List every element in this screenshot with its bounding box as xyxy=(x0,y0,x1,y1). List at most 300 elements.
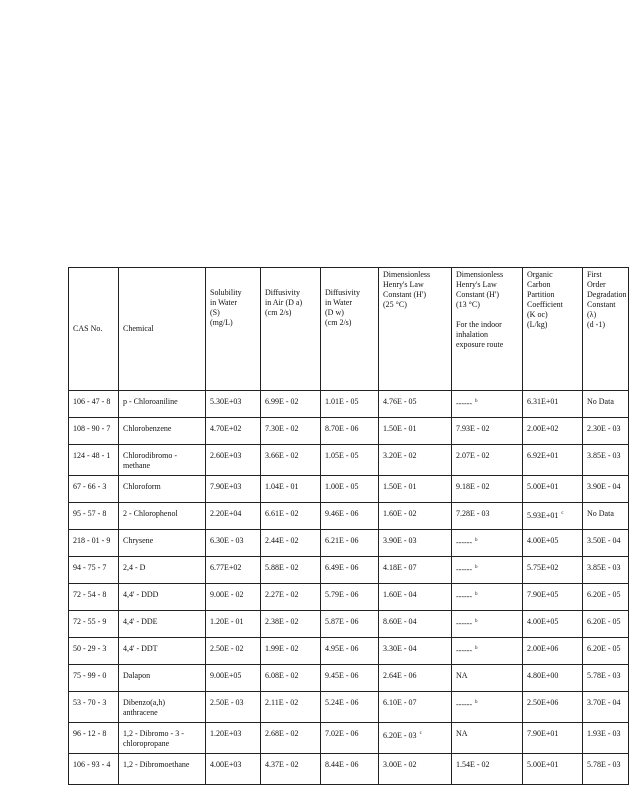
cell-koc xyxy=(523,723,583,754)
cell-degradation xyxy=(583,638,629,665)
footnote-marker: b xyxy=(474,619,478,624)
cell-henry-25c-value: 3.20E - 02 xyxy=(383,451,417,460)
cell-diffusivity-air xyxy=(261,754,321,785)
cell-henry-13c-value: ------ xyxy=(456,538,472,547)
cell-solubility-value: 2.50E - 03 xyxy=(210,698,244,707)
cell-koc xyxy=(523,665,583,692)
cell-henry-13c xyxy=(452,476,523,503)
chemical-properties-table-container xyxy=(68,267,627,769)
table-row xyxy=(69,584,629,611)
cell-chemical-value: 2,4 - D xyxy=(123,563,146,572)
cell-degradation-value: 3.90E - 04 xyxy=(587,482,621,491)
cell-solubility xyxy=(206,530,261,557)
cell-henry-25c-value: 2.64E - 06 xyxy=(383,671,417,680)
cell-henry-13c xyxy=(452,530,523,557)
cell-koc xyxy=(523,638,583,665)
cell-solubility xyxy=(206,445,261,476)
cell-diffusivity-air xyxy=(261,418,321,445)
cell-solubility-value: 6.77E+02 xyxy=(210,563,242,572)
table-row xyxy=(69,530,629,557)
cell-cas xyxy=(69,665,119,692)
cell-degradation-value: 3.85E - 03 xyxy=(587,563,621,572)
cell-degradation xyxy=(583,611,629,638)
cell-diffusivity-water xyxy=(321,391,379,418)
cell-henry-25c xyxy=(379,723,452,754)
header-deg-line: (d -1) xyxy=(587,320,605,329)
table-row xyxy=(69,754,629,785)
cell-koc-value: 7.90E+01 xyxy=(527,729,559,738)
cell-degradation-value: 2.30E - 03 xyxy=(587,424,621,433)
cell-chemical xyxy=(119,665,206,692)
cell-diffusivity-air xyxy=(261,476,321,503)
cell-degradation xyxy=(583,418,629,445)
cell-chemical xyxy=(119,638,206,665)
cell-solubility xyxy=(206,611,261,638)
header-koc-line: Organic xyxy=(527,270,553,279)
cell-diffusivity-water xyxy=(321,445,379,476)
cell-solubility xyxy=(206,418,261,445)
header-solubility-line: (S) xyxy=(210,308,220,317)
cell-diffusivity-water xyxy=(321,503,379,530)
cell-solubility-value: 1.20E+03 xyxy=(210,729,242,738)
cell-degradation xyxy=(583,665,629,692)
cell-cas-value: 218 - 01 - 9 xyxy=(73,536,111,545)
cell-henry-13c-value: 9.18E - 02 xyxy=(456,482,490,491)
cell-henry-25c-value: 3.30E - 04 xyxy=(383,644,417,653)
cell-diffusivity-water xyxy=(321,530,379,557)
table-row xyxy=(69,418,629,445)
cell-cas-value: 108 - 90 - 7 xyxy=(73,424,111,433)
header-diff-air-line: Diffusivity xyxy=(265,288,300,297)
header-degradation xyxy=(583,268,629,391)
header-deg-line: (λ) xyxy=(587,310,597,319)
cell-chemical-value: Chrysene xyxy=(123,536,154,545)
cell-cas xyxy=(69,754,119,785)
cell-degradation xyxy=(583,584,629,611)
cell-henry-13c xyxy=(452,557,523,584)
cell-cas-value: 75 - 99 - 0 xyxy=(73,671,107,680)
header-diffusivity-water xyxy=(321,268,379,391)
table-row xyxy=(69,723,629,754)
cell-koc-value: 4.80E+00 xyxy=(527,671,559,680)
cell-henry-25c xyxy=(379,611,452,638)
header-henry13-line: Constant (H') xyxy=(456,290,499,299)
cell-degradation xyxy=(583,476,629,503)
cell-henry-25c-value: 3.00E - 02 xyxy=(383,760,417,769)
cell-koc-value: 6.92E+01 xyxy=(527,451,559,460)
cell-solubility-value: 6.30E - 03 xyxy=(210,536,244,545)
cell-diffusivity-water xyxy=(321,557,379,584)
cell-henry-13c xyxy=(452,418,523,445)
cell-koc xyxy=(523,530,583,557)
footnote-marker: b xyxy=(474,538,478,543)
cell-chemical-value: 4,4' - DDD xyxy=(123,590,159,599)
header-solubility xyxy=(206,268,261,391)
cell-diffusivity-air-value: 2.38E - 02 xyxy=(265,617,299,626)
footnote-marker: c xyxy=(419,731,422,736)
header-koc-line: Carbon xyxy=(527,280,551,289)
cell-cas xyxy=(69,611,119,638)
cell-solubility-value: 9.00E+05 xyxy=(210,671,242,680)
cell-cas xyxy=(69,692,119,723)
cell-cas xyxy=(69,445,119,476)
cell-chemical xyxy=(119,692,206,723)
cell-solubility-value: 4.70E+02 xyxy=(210,424,242,433)
cell-henry-25c xyxy=(379,557,452,584)
cell-solubility xyxy=(206,557,261,584)
cell-diffusivity-air xyxy=(261,611,321,638)
header-diff-water-line: (cm 2/s) xyxy=(325,318,352,327)
header-deg-line: Constant xyxy=(587,300,616,309)
cell-cas-value: 53 - 70 - 3 xyxy=(73,698,107,707)
cell-solubility xyxy=(206,476,261,503)
cell-chemical xyxy=(119,557,206,584)
cell-degradation-value: No Data xyxy=(587,397,614,406)
cell-diffusivity-water-value: 5.87E - 06 xyxy=(325,617,359,626)
cell-solubility xyxy=(206,638,261,665)
cell-diffusivity-air xyxy=(261,445,321,476)
cell-solubility xyxy=(206,503,261,530)
cell-diffusivity-water-value: 4.95E - 06 xyxy=(325,644,359,653)
footnote-marker: b xyxy=(474,646,478,651)
cell-henry-13c xyxy=(452,503,523,530)
cell-henry-13c xyxy=(452,445,523,476)
cell-solubility xyxy=(206,754,261,785)
cell-henry-25c-value: 4.18E - 07 xyxy=(383,563,417,572)
cell-henry-25c-value: 1.60E - 04 xyxy=(383,590,417,599)
cell-solubility xyxy=(206,665,261,692)
cell-diffusivity-water-value: 8.44E - 06 xyxy=(325,760,359,769)
cell-diffusivity-water-value: 9.45E - 06 xyxy=(325,671,359,680)
cell-diffusivity-air-value: 2.27E - 02 xyxy=(265,590,299,599)
header-henry25-line: (25 °C) xyxy=(383,300,407,309)
cell-diffusivity-air-value: 1.99E - 02 xyxy=(265,644,299,653)
cell-degradation-value: No Data xyxy=(587,509,614,518)
cell-degradation-value: 6.20E - 05 xyxy=(587,617,621,626)
cell-cas-value: 95 - 57 - 8 xyxy=(73,509,107,518)
footnote-marker: b xyxy=(474,399,478,404)
cell-degradation xyxy=(583,503,629,530)
cell-diffusivity-water xyxy=(321,665,379,692)
cell-koc xyxy=(523,557,583,584)
cell-henry-13c-value: 7.28E - 03 xyxy=(456,509,490,518)
table-row xyxy=(69,503,629,530)
cell-diffusivity-water-value: 8.70E - 06 xyxy=(325,424,359,433)
cell-solubility-value: 1.20E - 01 xyxy=(210,617,244,626)
cell-henry-25c xyxy=(379,391,452,418)
cell-cas xyxy=(69,723,119,754)
header-henry25-line: Henry's Law xyxy=(383,280,424,289)
header-koc-line: (L/kg) xyxy=(527,320,548,329)
header-solubility-line: in Water xyxy=(210,298,237,307)
cell-cas xyxy=(69,557,119,584)
cell-koc-value: 2.00E+02 xyxy=(527,424,559,433)
cell-diffusivity-air-value: 6.08E - 02 xyxy=(265,671,299,680)
cell-koc xyxy=(523,503,583,530)
cell-henry-13c-value: ------ xyxy=(456,646,472,655)
header-henry-13c xyxy=(452,268,523,391)
cell-solubility-value: 2.20E+04 xyxy=(210,509,242,518)
chemical-properties-table xyxy=(68,267,629,785)
cell-henry-25c xyxy=(379,445,452,476)
cell-diffusivity-water-value: 6.21E - 06 xyxy=(325,536,359,545)
cell-henry-13c-value: ------ xyxy=(456,565,472,574)
header-diff-air-line: in Air (D a) xyxy=(265,298,303,307)
cell-solubility xyxy=(206,391,261,418)
cell-koc xyxy=(523,754,583,785)
cell-koc-value: 4.00E+05 xyxy=(527,617,559,626)
header-deg-line: Degradation xyxy=(587,290,627,299)
cell-diffusivity-water xyxy=(321,754,379,785)
cell-chemical xyxy=(119,418,206,445)
cell-henry-25c xyxy=(379,584,452,611)
cell-diffusivity-air xyxy=(261,557,321,584)
cell-koc xyxy=(523,391,583,418)
cell-koc xyxy=(523,611,583,638)
cell-koc xyxy=(523,476,583,503)
cell-diffusivity-water-value: 6.49E - 06 xyxy=(325,563,359,572)
cell-henry-13c-value: ------ xyxy=(456,700,472,709)
header-solubility-line: (mg/L) xyxy=(210,318,233,327)
cell-diffusivity-water-value: 5.79E - 06 xyxy=(325,590,359,599)
header-henry13-note: For the indoor inhalation exposure route xyxy=(456,320,504,349)
cell-cas xyxy=(69,584,119,611)
cell-diffusivity-air-value: 2.68E - 02 xyxy=(265,729,299,738)
cell-henry-25c-value: 1.50E - 01 xyxy=(383,482,417,491)
cell-henry-13c-value: ------ xyxy=(456,619,472,628)
cell-solubility xyxy=(206,584,261,611)
cell-henry-25c-value: 4.76E - 05 xyxy=(383,397,417,406)
header-diff-water-line: in Water xyxy=(325,298,352,307)
cell-cas xyxy=(69,503,119,530)
cell-cas-value: 67 - 66 - 3 xyxy=(73,482,107,491)
cell-henry-25c xyxy=(379,418,452,445)
cell-diffusivity-air-value: 5.88E - 02 xyxy=(265,563,299,572)
cell-henry-13c xyxy=(452,611,523,638)
cell-degradation-value: 5.78E - 03 xyxy=(587,760,621,769)
cell-koc-value: 4.00E+05 xyxy=(527,536,559,545)
cell-cas-value: 106 - 47 - 8 xyxy=(73,397,111,406)
cell-chemical xyxy=(119,584,206,611)
header-koc xyxy=(523,268,583,391)
cell-chemical xyxy=(119,611,206,638)
cell-henry-25c-value: 3.90E - 03 xyxy=(383,536,417,545)
cell-henry-25c xyxy=(379,665,452,692)
cell-chemical xyxy=(119,723,206,754)
cell-cas xyxy=(69,418,119,445)
cell-chemical xyxy=(119,503,206,530)
header-diff-water-line: Diffusivity xyxy=(325,288,360,297)
cell-chemical-value: 2 - Chlorophenol xyxy=(123,509,178,518)
cell-cas-value: 106 - 93 - 4 xyxy=(73,760,111,769)
cell-koc-value: 2.50E+06 xyxy=(527,698,559,707)
cell-solubility xyxy=(206,692,261,723)
cell-henry-25c-value: 6.20E - 03 xyxy=(383,731,417,740)
header-koc-line: Partition xyxy=(527,290,555,299)
cell-diffusivity-water xyxy=(321,584,379,611)
cell-degradation-value: 3.85E - 03 xyxy=(587,451,621,460)
cell-degradation xyxy=(583,754,629,785)
cell-diffusivity-air-value: 2.44E - 02 xyxy=(265,536,299,545)
cell-chemical-value: Chlorodibromo - methane xyxy=(123,451,177,470)
cell-degradation-value: 5.78E - 03 xyxy=(587,671,621,680)
header-henry25-line: Constant (H') xyxy=(383,290,426,299)
header-koc-line: (K oc) xyxy=(527,310,548,319)
header-chemical: Chemical xyxy=(119,268,206,391)
cell-henry-25c xyxy=(379,754,452,785)
cell-koc-value: 5.00E+01 xyxy=(527,760,559,769)
cell-chemical-value: 1,2 - Dibromo - 3 - chloropropane xyxy=(123,729,184,748)
cell-henry-13c-value: 1.54E - 02 xyxy=(456,760,490,769)
cell-koc xyxy=(523,584,583,611)
cell-diffusivity-air-value: 3.66E - 02 xyxy=(265,451,299,460)
header-diff-water-line: (D w) xyxy=(325,308,344,317)
cell-chemical-value: Chloroform xyxy=(123,482,161,491)
cell-solubility xyxy=(206,723,261,754)
cell-cas xyxy=(69,530,119,557)
cell-diffusivity-water xyxy=(321,723,379,754)
header-cas: CAS No. xyxy=(69,268,119,391)
cell-henry-13c xyxy=(452,638,523,665)
cell-chemical-value: 4,4' - DDE xyxy=(123,617,158,626)
cell-solubility-value: 2.60E+03 xyxy=(210,451,242,460)
cell-koc xyxy=(523,692,583,723)
cell-diffusivity-air xyxy=(261,692,321,723)
cell-cas xyxy=(69,391,119,418)
cell-diffusivity-air-value: 2.11E - 02 xyxy=(265,698,299,707)
cell-diffusivity-air xyxy=(261,391,321,418)
cell-chemical-value: Dibenzo(a,h) anthracene xyxy=(123,698,165,717)
header-diff-air-line: (cm 2/s) xyxy=(265,308,292,317)
cell-cas-value: 72 - 54 - 8 xyxy=(73,590,107,599)
header-solubility-line: Solubility xyxy=(210,288,242,297)
cell-degradation-value: 3.70E - 04 xyxy=(587,698,621,707)
cell-henry-25c-value: 1.50E - 01 xyxy=(383,424,417,433)
cell-henry-13c xyxy=(452,723,523,754)
footnote-marker: b xyxy=(474,700,478,705)
cell-solubility-value: 4.00E+03 xyxy=(210,760,242,769)
cell-degradation-value: 3.50E - 04 xyxy=(587,536,621,545)
cell-koc xyxy=(523,418,583,445)
cell-chemical xyxy=(119,476,206,503)
cell-koc-value: 5.75E+02 xyxy=(527,563,559,572)
cell-degradation xyxy=(583,557,629,584)
cell-diffusivity-water xyxy=(321,418,379,445)
cell-koc-value: 5.93E+01 xyxy=(527,511,559,520)
cell-koc-value: 2.00E+06 xyxy=(527,644,559,653)
cell-cas-value: 96 - 12 - 8 xyxy=(73,729,107,738)
cell-solubility-value: 7.90E+03 xyxy=(210,482,242,491)
cell-cas xyxy=(69,476,119,503)
cell-diffusivity-air xyxy=(261,665,321,692)
cell-diffusivity-water-value: 1.05E - 05 xyxy=(325,451,359,460)
cell-koc-value: 7.90E+05 xyxy=(527,590,559,599)
cell-henry-25c xyxy=(379,692,452,723)
cell-cas xyxy=(69,638,119,665)
cell-chemical xyxy=(119,754,206,785)
cell-henry-25c-value: 6.10E - 07 xyxy=(383,698,417,707)
cell-degradation xyxy=(583,391,629,418)
table-row xyxy=(69,611,629,638)
footnote-marker: b xyxy=(474,565,478,570)
cell-degradation-value: 1.93E - 03 xyxy=(587,729,621,738)
cell-cas-value: 94 - 75 - 7 xyxy=(73,563,107,572)
cell-diffusivity-air-value: 6.61E - 02 xyxy=(265,509,299,518)
cell-chemical-value: 4,4' - DDT xyxy=(123,644,158,653)
cell-degradation xyxy=(583,723,629,754)
header-henry13-line: Henry's Law xyxy=(456,280,497,289)
table-row xyxy=(69,692,629,723)
cell-diffusivity-water xyxy=(321,611,379,638)
cell-henry-25c-value: 1.60E - 02 xyxy=(383,509,417,518)
cell-henry-13c xyxy=(452,584,523,611)
cell-diffusivity-water xyxy=(321,692,379,723)
footnote-marker: b xyxy=(474,592,478,597)
cell-henry-25c xyxy=(379,638,452,665)
cell-diffusivity-air xyxy=(261,723,321,754)
table-body xyxy=(69,391,629,785)
cell-diffusivity-air-value: 6.99E - 02 xyxy=(265,397,299,406)
cell-henry-13c-value: NA xyxy=(456,671,468,680)
cell-koc-value: 6.31E+01 xyxy=(527,397,559,406)
cell-diffusivity-water xyxy=(321,638,379,665)
cell-cas-value: 72 - 55 - 9 xyxy=(73,617,107,626)
table-row xyxy=(69,665,629,692)
cell-solubility-value: 5.30E+03 xyxy=(210,397,242,406)
cell-solubility-value: 9.00E - 02 xyxy=(210,590,244,599)
cell-degradation xyxy=(583,692,629,723)
header-deg-line: First xyxy=(587,270,602,279)
cell-koc-value: 5.00E+01 xyxy=(527,482,559,491)
cell-cas-value: 50 - 29 - 3 xyxy=(73,644,107,653)
cell-diffusivity-air-value: 1.04E - 01 xyxy=(265,482,299,491)
cell-diffusivity-air-value: 4.37E - 02 xyxy=(265,760,299,769)
cell-diffusivity-air-value: 7.30E - 02 xyxy=(265,424,299,433)
cell-cas-value: 124 - 48 - 1 xyxy=(73,451,111,460)
table-row xyxy=(69,638,629,665)
cell-diffusivity-water xyxy=(321,476,379,503)
footnote-marker: c xyxy=(561,511,564,516)
cell-solubility-value: 2.50E - 02 xyxy=(210,644,244,653)
cell-chemical xyxy=(119,530,206,557)
cell-diffusivity-water-value: 5.24E - 06 xyxy=(325,698,359,707)
header-henry25-line: Dimensionless xyxy=(383,270,431,279)
cell-chemical xyxy=(119,445,206,476)
cell-diffusivity-water-value: 1.01E - 05 xyxy=(325,397,359,406)
cell-chemical-value: Chlorobenzene xyxy=(123,424,172,433)
cell-henry-25c xyxy=(379,476,452,503)
cell-henry-13c xyxy=(452,665,523,692)
cell-henry-13c-value: 2.07E - 02 xyxy=(456,451,490,460)
cell-chemical-value: p - Chloroaniline xyxy=(123,397,178,406)
cell-henry-13c-value: ------ xyxy=(456,399,472,408)
cell-diffusivity-water-value: 7.02E - 06 xyxy=(325,729,359,738)
table-row xyxy=(69,391,629,418)
table-row xyxy=(69,445,629,476)
cell-diffusivity-air xyxy=(261,503,321,530)
header-henry13-line: Dimensionless xyxy=(456,270,504,279)
cell-chemical xyxy=(119,391,206,418)
cell-chemical-value: Dalapon xyxy=(123,671,151,680)
cell-chemical-value: 1,2 - Dibromoethane xyxy=(123,760,190,769)
cell-degradation-value: 6.20E - 05 xyxy=(587,590,621,599)
cell-henry-25c-value: 8.60E - 04 xyxy=(383,617,417,626)
cell-henry-13c xyxy=(452,391,523,418)
cell-degradation xyxy=(583,530,629,557)
cell-henry-13c-value: NA xyxy=(456,729,468,738)
header-row xyxy=(69,268,629,391)
cell-diffusivity-air xyxy=(261,638,321,665)
